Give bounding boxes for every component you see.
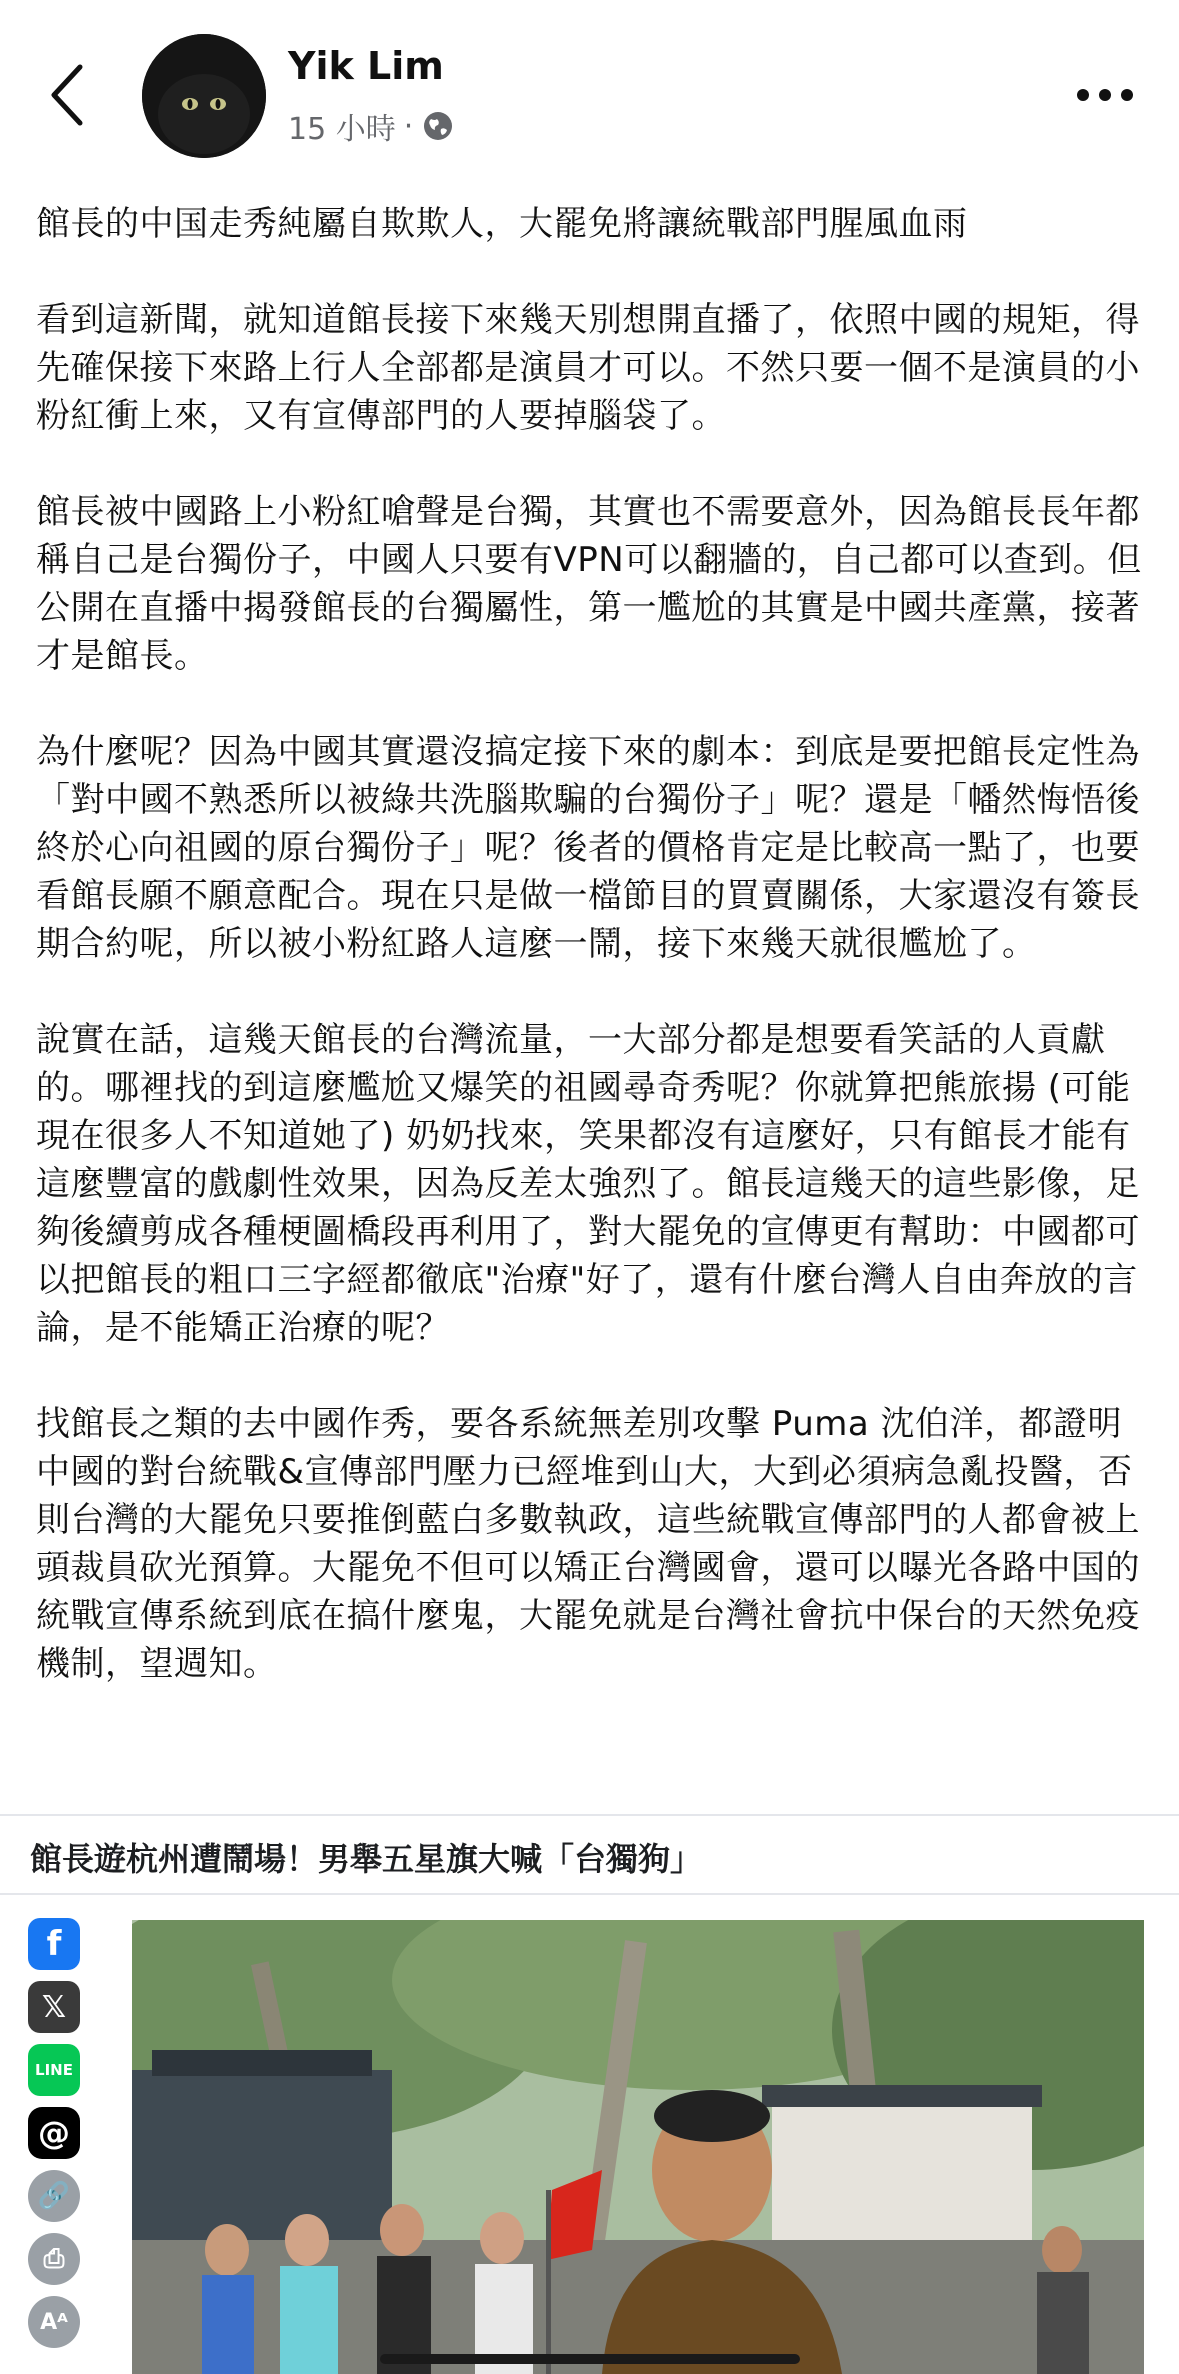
- font-size-icon[interactable]: Aᴬ: [28, 2296, 80, 2348]
- threads-share-icon[interactable]: @: [28, 2107, 80, 2159]
- article-image[interactable]: [132, 1920, 1144, 2374]
- more-options-button[interactable]: [1070, 75, 1140, 115]
- home-indicator[interactable]: [380, 2354, 800, 2364]
- post-paragraph: 館長的中国走秀純屬自欺欺人，大罷免將讓統戰部門腥風血雨: [36, 204, 968, 244]
- back-button[interactable]: [40, 55, 100, 135]
- facebook-share-icon[interactable]: f: [28, 1918, 80, 1970]
- post-paragraph: 為什麼呢？因為中國其實還沒搞定接下來的劇本：到底是要把館長定性為「對中國不熟悉所以被綠共洗腦欺騙的台獨份子」呢？還是「幡然悔悟後終於心向祖國的原台獨份子」呢？後者的價格肯定是比較高一點了，也要看館長願不願意配合。現在只是做一檔節目的買賣關係，大家還沒有簽長期合約呢，所以被小粉紅路人這麼一鬧，接下來幾天就很尷尬了。: [36, 732, 1140, 964]
- globe-icon: [421, 109, 455, 143]
- post-paragraph: 找館長之類的去中國作秀，要各系統無差別攻擊 Puma 沈伯洋，都證明中國的對台統戰&宣傳部門壓力已經堆到山大，大到必須病急亂投醫，否則台灣的大罷免只要推倒藍白多數執政，這些統戰宣傳部門的人都會被上頭裁員砍光預算。大罷免不但可以矯正台灣國會，還可以曝光各路中国的統戰宣傳系統到底在搞什麼鬼，大罷免就是台灣社會抗中保台的天然免疫機制，望週知。: [36, 1404, 1140, 1684]
- article-title[interactable]: 館長遊杭州遭鬧場！男舉五星旗大喊「台獨狗」: [30, 1840, 703, 1878]
- post-meta: [288, 104, 455, 148]
- print-icon[interactable]: ⎙: [28, 2233, 80, 2285]
- street-scene-image: [132, 1920, 1144, 2374]
- x-share-icon[interactable]: 𝕏: [28, 1981, 80, 2033]
- copy-link-icon[interactable]: 🔗: [28, 2170, 80, 2222]
- meta-separator: ·: [403, 108, 414, 144]
- post-time[interactable]: 15 小時: [288, 112, 396, 147]
- author-name[interactable]: Yik Lim: [288, 44, 444, 88]
- post-text: [36, 200, 1146, 1736]
- post-header: [0, 0, 1179, 180]
- avatar[interactable]: [142, 34, 266, 158]
- divider: [0, 1814, 1179, 1816]
- black-cat-avatar-image: [142, 34, 266, 158]
- chevron-left-icon: [40, 55, 100, 135]
- post-paragraph: 館長被中國路上小粉紅嗆聲是台獨，其實也不需要意外，因為館長長年都稱自己是台獨份子，中國人只要有VPN可以翻牆的，自己都可以查到。但公開在直播中揭發館長的台獨屬性，第一尷尬的其實是中國共產黨，接著才是館長。: [36, 492, 1142, 676]
- divider: [0, 1893, 1179, 1895]
- post-paragraph: 看到這新聞，就知道館長接下來幾天別想開直播了，依照中國的規矩，得先確保接下來路上行人全部都是演員才可以。不然只要一個不是演員的小粉紅衝上來，又有宣傳部門的人要掉腦袋了。: [36, 300, 1140, 436]
- share-toolbar: [28, 1918, 84, 2359]
- line-share-icon[interactable]: LINE: [28, 2044, 80, 2096]
- post-paragraph: 說實在話，這幾天館長的台灣流量，一大部分都是想要看笑話的人貢獻的。哪裡找的到這麼尷尬又爆笑的祖國尋奇秀呢？你就算把熊旅揚 (可能現在很多人不知道她了) 奶奶找來，笑果都沒有這麼好，只有館長才能有這麼豐富的戲劇性效果，因為反差太強烈了。館長這幾天的這些影像，足夠後續剪成各種梗圖橋段再利用了，對大罷免的宣傳更有幫助：中國都可以把館長的粗口三字經都徹底"治療"好了，還有什麼台灣人自由奔放的言論，是不能矯正治療的呢？: [36, 1020, 1140, 1348]
- more-dots-icon: [1070, 75, 1140, 115]
